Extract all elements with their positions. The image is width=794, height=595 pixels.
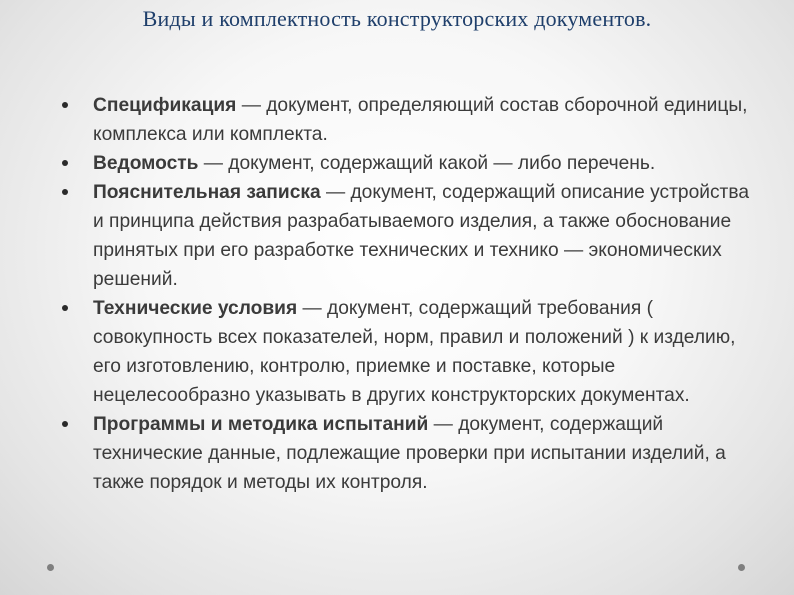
item-definition: — документ, содержащий описание устройства и принципа действия разрабатываемого изделия, а также обоснование принятых при его разработке технических и технико — экономических решений. [93,182,749,290]
bullet-icon [62,305,68,311]
bullet-icon [62,102,68,108]
item-definition: — документ, содержащий технические данные, подлежащие проверки при испытании изделий, а также порядок и методы их контроля. [93,414,726,493]
corner-dot-right-icon [738,564,745,571]
bullet-list [93,91,763,497]
corner-dot-left-icon [47,564,54,571]
item-term: Программы и методика испытаний [93,414,429,435]
item-definition: — документ, содержащий какой — либо перечень. [198,153,656,174]
item-definition: — документ, определяющий состав сборочной единицы, комплекса или комплекта. [93,95,748,145]
item-definition: — документ, содержащий требования ( совокупность всех показателей, норм, правил и положений ) к изделию, его изготовлению, контролю, приемке и поставке, которые нецелесообразно указывать в других конструкторских документах. [93,298,736,406]
item-term: Технические условия [93,298,298,319]
item-term: Ведомость [93,153,199,174]
bullet-icon [62,421,68,427]
list-item-technical-conditions [93,294,763,410]
item-term: Спецификация [93,95,237,116]
list-item-statement [93,149,763,178]
bullet-icon [62,160,68,166]
slide-title: Виды и комплектность конструкторских документов. [142,6,652,31]
item-term: Пояснительная записка [93,182,321,203]
list-item-test-program [93,410,763,497]
list-item-specification [93,91,763,149]
list-item-explanatory-note [93,178,763,294]
bullet-icon [62,189,68,195]
